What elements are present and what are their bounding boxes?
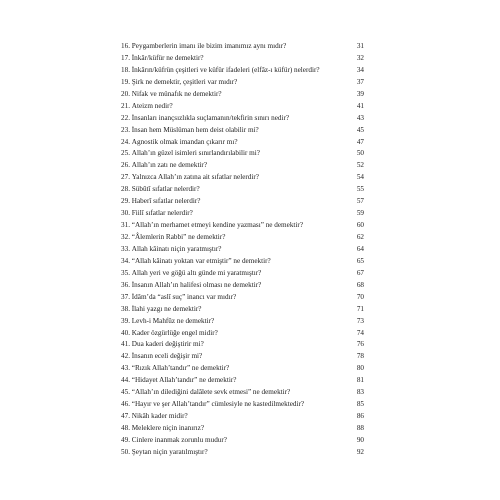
toc-entry-title: “Allah’ın dilediğini dalâlete sevk etmesi” ne demektir? [131, 388, 291, 397]
toc-entry-number: 43. [121, 364, 130, 373]
toc-entry [121, 244, 364, 256]
toc-entry-number: 39. [121, 316, 130, 325]
toc-entry-number: 40. [121, 328, 130, 337]
toc-entry-number: 34. [121, 256, 130, 265]
toc-entry-page-number: 86 [356, 412, 364, 421]
toc-entry-number: 31. [121, 221, 130, 230]
toc-entry-title: Şeytan niçin yaratılmıştır? [131, 447, 208, 456]
toc-entry [121, 184, 364, 196]
toc-entry-page-number: 74 [356, 328, 364, 337]
toc-entry-page-number: 54 [356, 173, 364, 182]
toc-entry-title: İlahi yazgı ne demektir? [131, 304, 202, 313]
toc-entry-page-number: 59 [356, 209, 364, 218]
toc-entry-number: 17. [121, 53, 130, 62]
toc-entry-page-number: 47 [356, 137, 364, 146]
toc-entry-title: İnsanın eceli değişir mi? [131, 352, 203, 361]
toc-entry-title: “Âlemlerin Rabbi” ne demektir? [131, 233, 226, 241]
toc-entry-page-number: 31 [356, 42, 364, 50]
toc-entry [121, 172, 364, 184]
toc-entry-page-number: 43 [356, 113, 364, 122]
toc-entry [121, 208, 364, 220]
toc-entry [121, 148, 364, 160]
toc-entry [121, 351, 364, 363]
toc-entry-number: 19. [121, 77, 130, 86]
toc-entry-number: 44. [121, 376, 130, 385]
toc-entry [121, 101, 364, 113]
toc-entry-number: 37. [121, 292, 130, 301]
toc-entry-title: Şirk ne demektir, çeşitleri var mıdır? [131, 77, 238, 86]
toc-entry [121, 137, 364, 149]
toc-entry [121, 328, 364, 340]
toc-entry-page-number: 41 [356, 101, 364, 110]
toc-entry-page-number: 65 [356, 256, 364, 265]
toc-entry-title: Allah yeri ve göğü altı günde mi yaratmıştır? [131, 268, 262, 277]
toc-entry [121, 160, 364, 172]
toc-entry [121, 435, 364, 447]
toc-entry-page-number: 73 [356, 316, 364, 325]
toc-entry-title: İnsan hem Müslüman hem deist olabilir mi? [131, 125, 259, 134]
toc-entry-number: 46. [121, 400, 130, 409]
toc-entry-title: Cinlere inanmak zorunlu mudur? [131, 435, 227, 444]
toc-entry-title: İnsanları inançsızlıkla suçlamanın/tekfirin sınırı nedir? [131, 113, 290, 122]
toc-entry-title: İnkâr/küfür ne demektir? [131, 53, 204, 62]
toc-entry [121, 220, 364, 232]
toc-entry [121, 256, 364, 268]
toc-entry-title: Fiilî sıfatlar nelerdir? [131, 209, 193, 218]
toc-entry-page-number: 67 [356, 268, 364, 277]
toc-entry-number: 33. [121, 244, 130, 253]
toc-entry [121, 77, 364, 89]
toc-entry-title: Agnostik olmak imandan çıkarır mı? [131, 137, 238, 146]
toc-entry-number: 24. [121, 137, 130, 146]
toc-entry-title: “Allah kâinatı yoktan var etmiştir” ne demektir? [131, 256, 271, 265]
toc-entry-title: İdâm’da “aslî suç” inancı var mıdır? [131, 292, 237, 301]
toc-entry-number: 41. [121, 340, 130, 349]
toc-entry [121, 399, 364, 411]
toc-entry [121, 316, 364, 328]
toc-entry-number: 38. [121, 304, 130, 313]
toc-entry [121, 423, 364, 435]
toc-entry-page-number: 88 [356, 424, 364, 432]
toc-entry-number: 21. [121, 101, 130, 110]
toc-entry-page-number: 62 [356, 233, 364, 241]
toc-entry [121, 53, 364, 65]
toc-entry [121, 375, 364, 387]
toc-entry-page-number: 71 [356, 304, 364, 313]
toc-entry [121, 268, 364, 280]
toc-entry-title: Meleklere niçin inanırız? [131, 424, 205, 432]
toc-entry [121, 304, 364, 316]
toc-entry-number: 47. [121, 412, 130, 421]
toc-entry [121, 363, 364, 375]
toc-entry-number: 18. [121, 65, 130, 74]
toc-entry-page-number: 90 [356, 435, 364, 444]
toc-entry-title: Allah’ın zatı ne demektir? [131, 161, 208, 170]
toc-entry [121, 41, 364, 53]
toc-entry-page-number: 81 [356, 376, 364, 385]
toc-entry-page-number: 32 [356, 53, 364, 62]
toc-entry-page-number: 60 [356, 221, 364, 230]
toc-entry [121, 125, 364, 137]
toc-entry-number: 28. [121, 185, 130, 194]
toc-entry-number: 20. [121, 89, 130, 98]
table-of-contents [121, 41, 364, 459]
toc-entry-page-number: 50 [356, 149, 364, 158]
toc-entry-page-number: 85 [356, 400, 364, 409]
toc-entry-page-number: 45 [356, 125, 364, 134]
toc-entry-page-number: 57 [356, 197, 364, 206]
toc-entry-title: Kader özgürlüğe engel midir? [131, 328, 218, 337]
toc-entry-title: Allah kâinatı niçin yaratmıştır? [131, 244, 222, 253]
toc-entry-page-number: 64 [356, 244, 364, 253]
toc-entry [121, 196, 364, 208]
toc-entry-title: Yalnızca Allah’ın zatına ait sıfatlar nelerdir? [131, 173, 259, 182]
toc-entry [121, 89, 364, 101]
toc-entry-number: 45. [121, 388, 130, 397]
toc-entry-page-number: 39 [356, 89, 364, 98]
toc-entry [121, 232, 364, 244]
toc-entry-title: Haberî sıfatlar nelerdir? [131, 197, 201, 206]
toc-entry-number: 16. [121, 42, 130, 50]
toc-entry-number: 35. [121, 268, 130, 277]
toc-entry-page-number: 80 [356, 364, 364, 373]
toc-entry-page-number: 78 [356, 352, 364, 361]
toc-entry-page-number: 52 [356, 161, 364, 170]
toc-entry-page-number: 76 [356, 340, 364, 349]
toc-entry [121, 113, 364, 125]
toc-entry-title: “Allah’ın merhamet etmeyi kendine yazması” ne demektir? [131, 221, 304, 230]
toc-entry [121, 65, 364, 77]
toc-entry-title: İnsanın Allah’ın halifesi olması ne demektir? [131, 280, 262, 289]
toc-entry-title: İnkârın/küfrün çeşitleri ve küfür ifadeleri (elfâz-ı küfür) nelerdir? [131, 65, 320, 74]
toc-entry-title: Nifak ve münafık ne demektir? [131, 89, 222, 98]
toc-entry-title: Nikâh kader midir? [131, 412, 188, 421]
toc-entry [121, 411, 364, 423]
toc-entry-number: 42. [121, 352, 130, 361]
toc-entry-number: 29. [121, 197, 130, 206]
toc-entry-number: 36. [121, 280, 130, 289]
toc-entry-number: 23. [121, 125, 130, 134]
toc-entry-page-number: 70 [356, 292, 364, 301]
toc-entry [121, 292, 364, 304]
toc-entry-number: 50. [121, 447, 130, 456]
toc-entry-title: “Hayır ve şer Allah’tandır” cümlesiyle ne kastedilmektedir? [131, 400, 305, 409]
toc-entry-title: Levh-i Mahfûz ne demektir? [131, 316, 215, 325]
toc-entry [121, 387, 364, 399]
toc-entry-title: Dua kaderi değiştirir mi? [131, 340, 204, 349]
toc-entry-number: 26. [121, 161, 130, 170]
toc-entry-number: 27. [121, 173, 130, 182]
toc-entry-title: Peygamberlerin imanı ile bizim imanımız aynı mıdır? [131, 42, 287, 50]
toc-entry [121, 447, 364, 459]
toc-entry-number: 25. [121, 149, 130, 158]
toc-entry-page-number: 55 [356, 185, 364, 194]
toc-entry-title: Allah’ın güzel isimleri sınırlandırılabilir mi? [131, 149, 260, 158]
toc-entry-page-number: 83 [356, 388, 364, 397]
toc-entry-number: 22. [121, 113, 130, 122]
toc-entry [121, 280, 364, 292]
toc-entry-page-number: 34 [356, 65, 364, 74]
toc-entry-title: Ateizm nedir? [131, 101, 173, 110]
toc-entry-page-number: 37 [356, 77, 364, 86]
toc-entry [121, 339, 364, 351]
toc-entry-number: 32. [121, 233, 130, 241]
toc-entry-number: 49. [121, 435, 130, 444]
toc-entry-number: 30. [121, 209, 130, 218]
toc-entry-title: “Hidayet Allah’tandır” ne demektir? [131, 376, 237, 385]
toc-entry-title: Sübûtî sıfatlar nelerdir? [131, 185, 200, 194]
toc-entry-page-number: 68 [356, 280, 364, 289]
toc-entry-title: “Rızık Allah’tandır” ne demektir? [131, 364, 230, 373]
toc-entry-page-number: 92 [356, 447, 364, 456]
toc-entry-number: 48. [121, 424, 130, 432]
